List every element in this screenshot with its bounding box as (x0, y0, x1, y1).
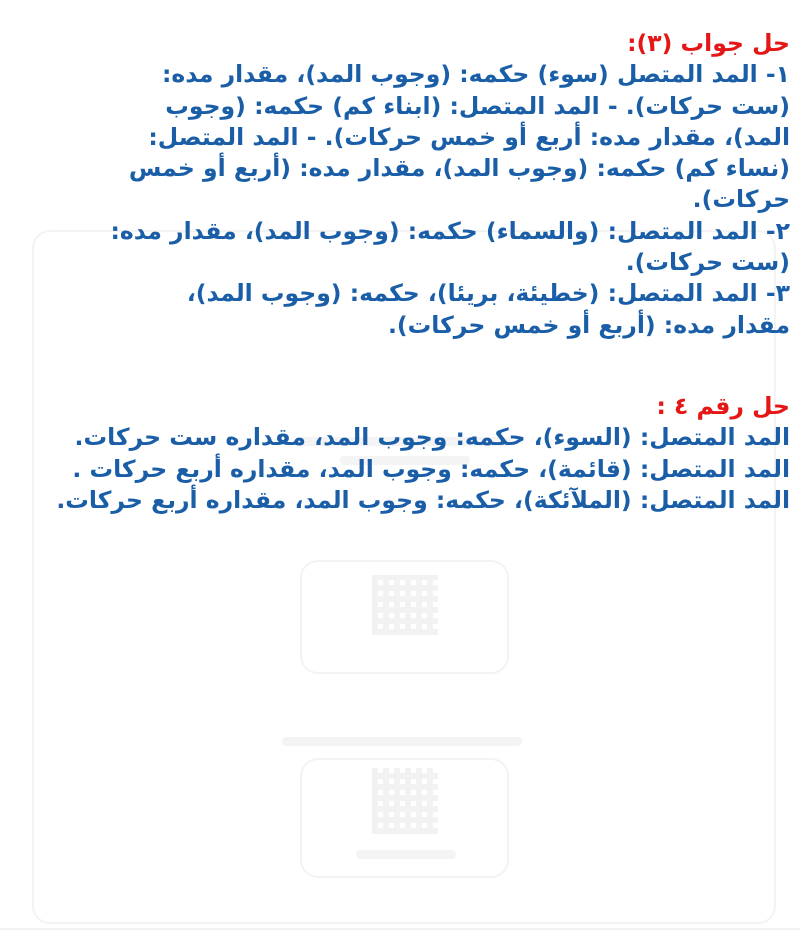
answer-3-line-4: (نساء كم) حكمه: (وجوب المد)، مقدار مده: (أربع أو خمس (128, 154, 790, 183)
answer-4-heading: حل رقم ٤ : (656, 391, 790, 420)
answer-3-heading: حل جواب (٣): (627, 29, 790, 57)
answer-3-line-3: المد)، مقدار مده: أربع أو خمس حركات). - المد المتصل: (148, 122, 790, 151)
answer-4-line-1: المد المتصل: (السوء)، حكمه: وجوب المد، مقداره ست حركات. (74, 423, 790, 452)
answer-3-section (90, 28, 790, 341)
answer-3-line-8: ٣- المد المتصل: (خطيئة، بريئا)، حكمه: (وجوب المد)، (186, 279, 790, 308)
answer-4-line-3: المد المتصل: (الملآئكة)، حكمه: وجوب المد، مقداره أربع حركات. (56, 485, 790, 514)
watermark-line-4 (356, 850, 456, 859)
answer-4-line-2: المد المتصل: (قائمة)، حكمه: وجوب المد، مقداره أربع حركات . (72, 454, 790, 483)
section-spacer (90, 341, 790, 391)
watermark-line-3 (282, 737, 522, 746)
watermark-qr-icon-1 (372, 575, 438, 635)
answer-4-section (56, 391, 790, 516)
answer-3-line-6: ٢- المد المتصل: (والسماء) حكمه: (وجوب المد)، مقدار مده: (110, 216, 790, 245)
answer-3-line-5: حركات). (692, 185, 790, 214)
page-bottom-rule (0, 928, 800, 930)
answer-3-line-2: (ست حركات). - المد المتصل: (ابناء كم) حكمه: (وجوب (165, 91, 790, 120)
answer-3-line-9: مقدار مده: (أربع أو خمس حركات). (387, 310, 790, 339)
watermark-qr-icon-2 (372, 768, 438, 834)
answer-3-line-7: (ست حركات). (625, 248, 790, 277)
answer-3-line-1: ١- المد المتصل (سوء) حكمه: (وجوب المد)، مقدار مده: (162, 60, 790, 89)
document-content (56, 28, 790, 516)
